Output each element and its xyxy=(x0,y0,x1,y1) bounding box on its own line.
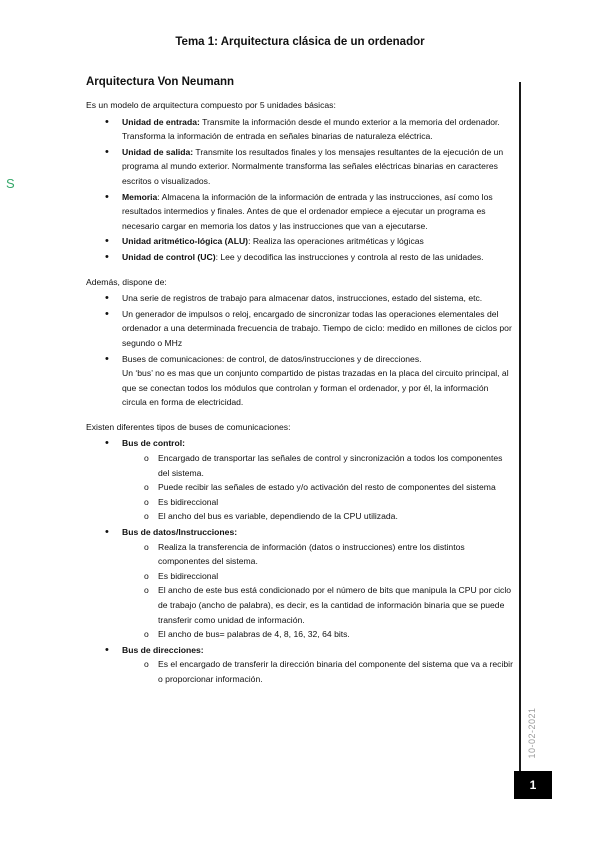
unit-term: Unidad aritmético-lógica (ALU) xyxy=(122,236,249,247)
sub-list xyxy=(122,451,514,524)
page-title: Tema 1: Arquitectura clásica de un ordenador xyxy=(175,36,425,48)
sub-list-item: o El ancho de este bus está condicionado por el número de bits que manipula la CPU por ciclo de trabajo (ancho de palabra), es decir, es la cantidad de información binaria que se puede transferir como unidad de información. xyxy=(158,583,514,627)
sub-list xyxy=(122,657,514,686)
list-item xyxy=(122,643,514,687)
list-item xyxy=(122,234,514,249)
sub-list-item: o El ancho de bus= palabras de 4, 8, 16, 32, 64 bits. xyxy=(158,627,514,642)
date-label: 10-02-2021 xyxy=(527,707,537,759)
list-item xyxy=(122,190,514,234)
list-item xyxy=(122,115,514,144)
document-body xyxy=(86,98,514,688)
sub-list-item: o Es el encargado de transferir la dirección binaria del componente del sistema que va a recibir o proporcionar información. xyxy=(158,657,514,686)
extra-text: Buses de comunicaciones: de control, de datos/instrucciones y de direcciones. xyxy=(122,353,422,364)
unit-text: Transmite la información desde el mundo exterior a la memoria del ordenador. Transforma la información de entrada en señales binarias de naturaleza eléctrica. xyxy=(122,116,500,142)
bus-name: Bus de direcciones: xyxy=(122,644,204,655)
sub-list-item: o El ancho del bus es variable, dependiendo de la CPU utilizada. xyxy=(158,509,514,524)
unit-text: Transmite los resultados finales y los mensajes resultantes de la ejecución de un programa al mundo exterior. Normalmente transforma las señales eléctricas binarias en caracteres escritos o visualizados. xyxy=(122,146,504,186)
sub-list-item: o Realiza la transferencia de información (datos o instrucciones) entre los distintos componentes del sistema. xyxy=(158,540,514,569)
list-item xyxy=(122,436,514,524)
units-list xyxy=(86,115,514,265)
unit-text: : Realiza las operaciones aritméticas y lógicas xyxy=(248,236,424,247)
list-item: • Un generador de impulsos o reloj, encargado de sincronizar todas las operaciones elementales del ordenador a una determinada frecuencia de trabajo. Tiempo de ciclo: medido en millones de ciclos por segundo o MHz xyxy=(122,307,514,351)
list-item xyxy=(122,250,514,265)
unit-term: Unidad de entrada: xyxy=(122,116,200,127)
ademas-paragraph: Además, dispone de: xyxy=(86,276,167,287)
bus-name: Bus de datos/Instrucciones: xyxy=(122,527,238,538)
sub-list-item: o Encargado de transportar las señales de control y sincronización a todos los componentes del sistema. xyxy=(158,451,514,480)
unit-term: Unidad de control (UC) xyxy=(122,251,216,262)
buses-intro: Existen diferentes tipos de buses de comunicaciones: xyxy=(86,421,291,432)
section-heading: Arquitectura Von Neumann xyxy=(86,76,235,88)
unit-term: Unidad de salida: xyxy=(122,146,194,157)
list-item: • Una serie de registros de trabajo para almacenar datos, instrucciones, estado del sistema, etc. xyxy=(122,291,514,306)
list-item xyxy=(122,352,514,410)
unit-text: : Almacena la información de la información de entrada y las instrucciones, así como los resultados intermedios y finales. Antes de que el ordenador empiece a ejecutar un programa es necesario cargar en memoria los datos y las instrucciones que van a ejecutarse. xyxy=(122,191,493,231)
bus-definition: Un ‘bus’ no es mas que un conjunto compartido de pistas trazadas en la placa del circuito principal, al que se conectan todos los módulos que controlan y forman el ordenador, y por él, la información circula en forma de electricidad. xyxy=(122,368,509,408)
page-border-rule xyxy=(519,82,521,794)
intro-paragraph: Es un modelo de arquitectura compuesto por 5 unidades básicas: xyxy=(86,100,336,110)
list-item xyxy=(122,145,514,189)
page-number: 1 xyxy=(514,771,552,799)
margin-letter: S xyxy=(6,176,15,191)
sub-list-item: o Es bidireccional xyxy=(158,495,514,510)
sub-list-item: o Puede recibir las señales de estado y/o activación del resto de componentes del sistema xyxy=(158,480,514,495)
extras-list xyxy=(86,291,514,410)
sub-list-item: o Es bidireccional xyxy=(158,569,514,584)
buses-list xyxy=(86,436,514,686)
unit-term: Memoria xyxy=(122,191,158,202)
list-item xyxy=(122,525,514,642)
unit-text: : Lee y decodifica las instrucciones y controla al resto de las unidades. xyxy=(215,251,484,262)
bus-name: Bus de control: xyxy=(122,438,186,449)
sub-list xyxy=(122,540,514,642)
